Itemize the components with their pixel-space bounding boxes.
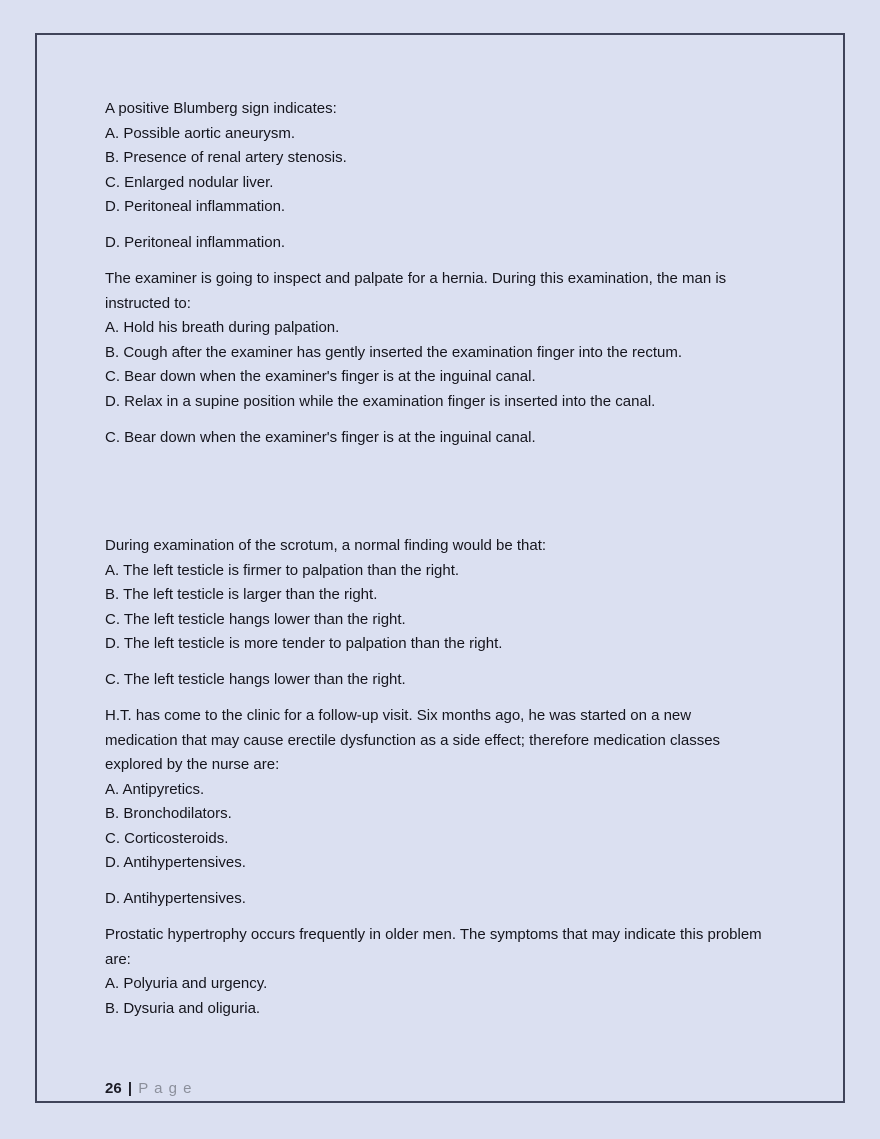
options-list [105, 972, 763, 1021]
question-text: The examiner is going to inspect and palpate for a hernia. During this examination, the man is instructed to: [105, 270, 727, 312]
document-page [35, 33, 845, 1103]
page-number: 26 [105, 1079, 122, 1097]
option-text: D. The left testicle is more tender to palpation than the right. [105, 635, 503, 652]
option-text: A. Hold his breath during palpation. [105, 319, 340, 336]
options-list [105, 122, 763, 220]
qa-block [105, 267, 763, 450]
question-text: H.T. has come to the clinic for a follow-up visit. Six months ago, he was started on a new medication that may cause erectile dysfunction as a side effect; therefore medication classes explored by the nurse are: [105, 707, 721, 773]
option-text: C. Bear down when the examiner's finger is at the inguinal canal. [105, 368, 536, 385]
option-text: C. The left testicle hangs lower than the right. [105, 610, 406, 628]
options-list [105, 778, 763, 876]
qa-block [105, 704, 763, 912]
answer-text: D. Antihypertensives. [105, 890, 246, 907]
option-text: D. Relax in a supine position while the examination finger is inserted into the canal. [105, 392, 656, 410]
question-text: A positive Blumberg sign indicates: [105, 100, 337, 117]
answer-text: D. Peritoneal inflammation. [105, 234, 286, 251]
qa-block [105, 923, 763, 1021]
option-text: A. Possible aortic aneurysm. [105, 124, 296, 142]
option-text: C. Enlarged nodular liver. [105, 173, 274, 191]
option-text: C. Corticosteroids. [105, 829, 229, 847]
options-list [105, 316, 763, 414]
option-text: B. Bronchodilators. [105, 805, 232, 822]
option-text: B. The left testicle is larger than the right. [105, 586, 378, 603]
answer-text: C. The left testicle hangs lower than the right. [105, 671, 406, 688]
answer-text: C. Bear down when the examiner's finger is at the inguinal canal. [105, 428, 536, 446]
option-text: A. The left testicle is firmer to palpation than the right. [105, 561, 460, 579]
page-content [37, 35, 843, 1063]
option-text: A. Antipyretics. [105, 780, 205, 798]
question-text: During examination of the scrotum, a normal finding would be that: [105, 537, 547, 554]
option-text: B. Presence of renal artery stenosis. [105, 149, 347, 166]
qa-block [105, 97, 763, 256]
option-text: B. Dysuria and oliguria. [105, 999, 261, 1017]
question-text: Prostatic hypertrophy occurs frequently in older men. The symptoms that may indicate this problem are: [105, 926, 762, 968]
options-list [105, 559, 763, 657]
page-footer [37, 1063, 843, 1102]
qa-block [105, 534, 763, 693]
footer-page-label: P a g e [138, 1079, 193, 1097]
option-text: D. Antihypertensives. [105, 854, 246, 871]
option-text: B. Cough after the examiner has gently inserted the examination finger into the rectum. [105, 343, 682, 361]
option-text: D. Peritoneal inflammation. [105, 198, 286, 215]
option-text: A. Polyuria and urgency. [105, 975, 268, 992]
footer-separator: | [127, 1079, 133, 1097]
